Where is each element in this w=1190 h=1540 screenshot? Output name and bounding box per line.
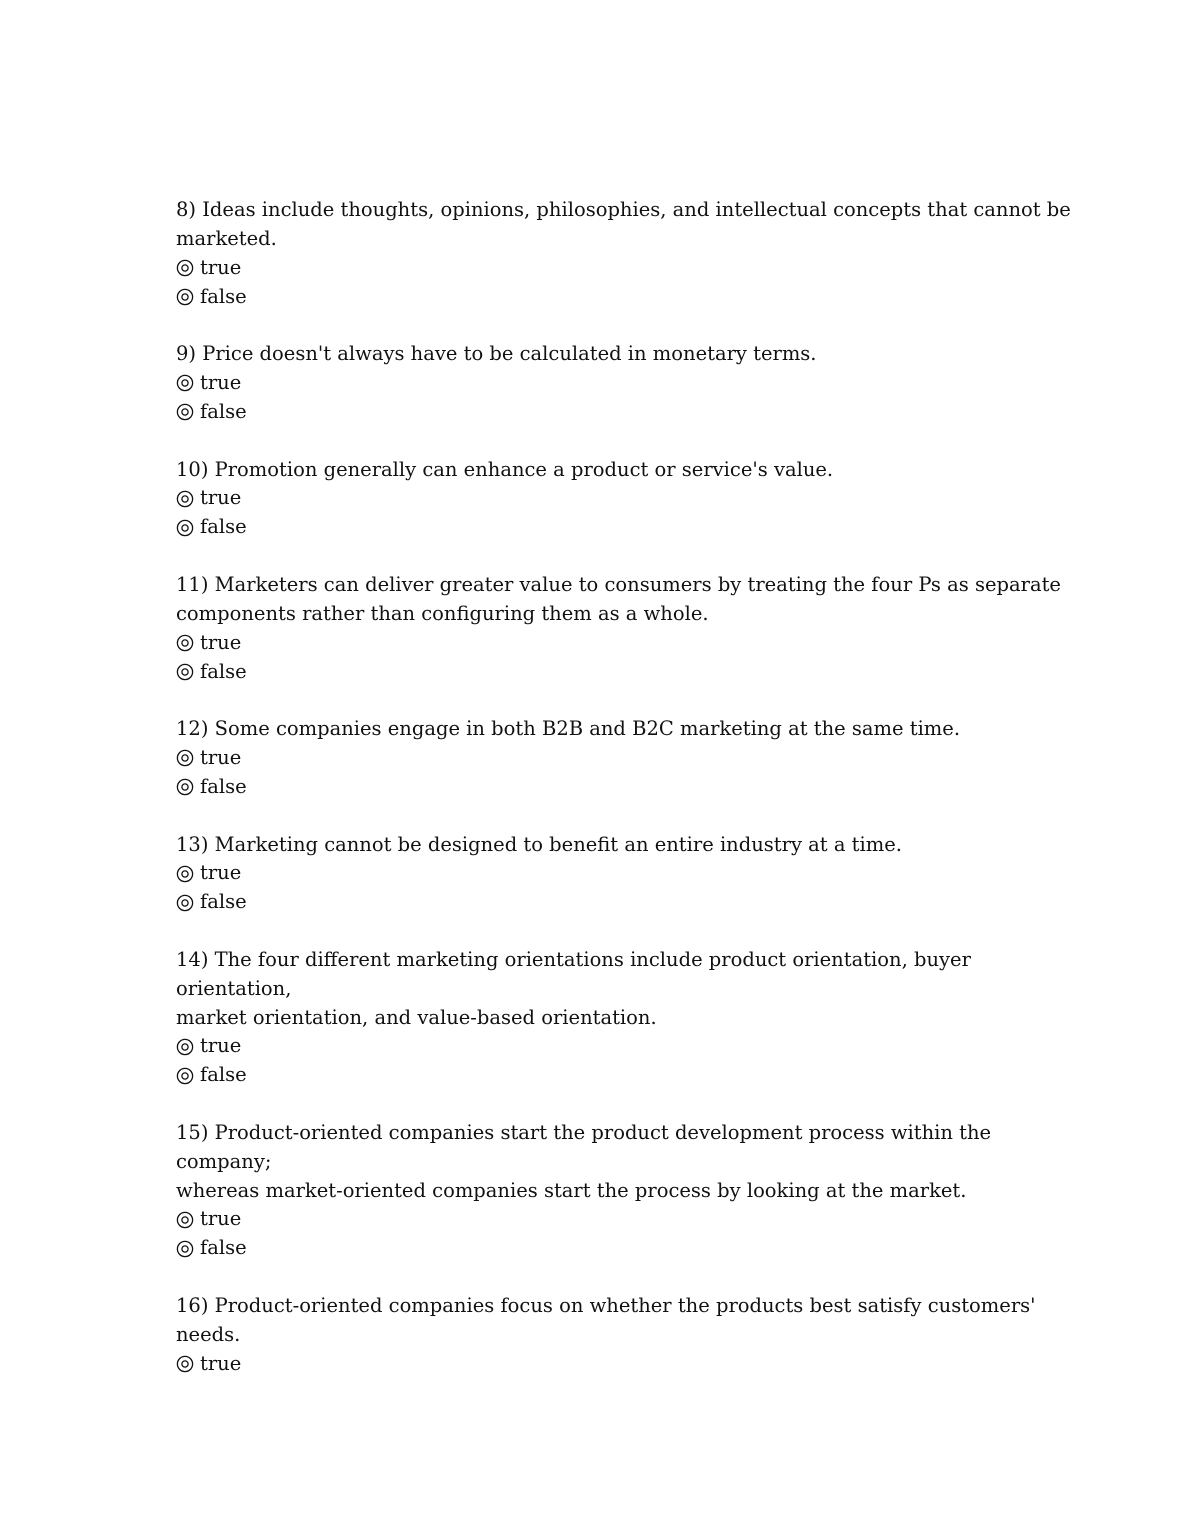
radio-button-icon[interactable] (176, 374, 194, 392)
answer-option-label: true (200, 746, 242, 770)
answer-option-label: false (200, 399, 247, 423)
question-text: 8) Ideas include thoughts, opinions, philosophies, and intellectual concepts that cannot be (176, 198, 1071, 221)
answer-option[interactable] (176, 369, 1036, 398)
answer-option-label: true (200, 1034, 242, 1058)
question-text: 14) The four different marketing orientations include product orientation, buyer (176, 948, 971, 972)
answer-option-label: true (200, 255, 242, 279)
radio-button-icon[interactable] (176, 519, 194, 537)
answer-option[interactable] (176, 859, 1036, 888)
radio-button-icon[interactable] (176, 288, 194, 306)
question-item (176, 196, 1071, 311)
answer-option-label: true (200, 1207, 242, 1231)
radio-button-icon[interactable] (176, 1067, 194, 1085)
question-item (176, 340, 1036, 427)
question-item (176, 1292, 1036, 1379)
question-text: needs. (176, 1322, 241, 1346)
answer-option-label: true (200, 486, 242, 510)
radio-button-icon[interactable] (176, 634, 194, 652)
answer-option-label: true (200, 630, 242, 654)
question-text: 15) Product-oriented companies start the product development process within the (176, 1121, 992, 1145)
answer-option-label: true (200, 861, 242, 885)
answer-option-label: false (200, 890, 247, 914)
answer-option[interactable] (176, 398, 1036, 427)
answer-option[interactable] (176, 513, 1036, 542)
answer-option-label: false (200, 515, 247, 539)
answer-option[interactable] (176, 484, 1036, 513)
answer-option[interactable] (176, 1350, 1036, 1379)
radio-button-icon[interactable] (176, 663, 194, 681)
answer-option-label: false (200, 774, 247, 798)
question-text: 16) Product-oriented companies focus on whether the products best satisfy customers' (176, 1294, 1036, 1318)
answer-option-label: false (200, 284, 247, 308)
answer-option-label: true (200, 1351, 242, 1375)
radio-button-icon[interactable] (176, 490, 194, 508)
radio-button-icon[interactable] (176, 894, 194, 912)
radio-button-icon[interactable] (176, 259, 194, 277)
question-text: orientation, (176, 976, 292, 1000)
radio-button-icon[interactable] (176, 1211, 194, 1229)
answer-option[interactable] (176, 1032, 1036, 1061)
question-text: whereas market-oriented companies start the process by looking at the market. (176, 1178, 967, 1202)
question-item (176, 571, 1061, 686)
answer-option[interactable] (176, 658, 1036, 687)
answer-option[interactable] (176, 1234, 1036, 1263)
question-text: company; (176, 1149, 272, 1173)
radio-button-icon[interactable] (176, 1240, 194, 1258)
answer-option[interactable] (176, 1205, 1036, 1234)
answer-option[interactable] (176, 744, 1036, 773)
answer-option-label: false (200, 659, 247, 683)
question-item (176, 1119, 1036, 1263)
question-text: components rather than configuring them as a whole. (176, 601, 709, 625)
question-text: 9) Price doesn't always have to be calculated in monetary terms. (176, 342, 817, 366)
question-item (176, 831, 1036, 918)
question-text: 13) Marketing cannot be designed to benefit an entire industry at a time. (176, 832, 902, 856)
answer-option-label: false (200, 1063, 247, 1087)
radio-button-icon[interactable] (176, 1038, 194, 1056)
answer-option[interactable] (176, 773, 1036, 802)
question-text: 12) Some companies engage in both B2B and B2C marketing at the same time. (176, 717, 961, 741)
answer-option[interactable] (176, 283, 1036, 312)
radio-button-icon[interactable] (176, 778, 194, 796)
radio-button-icon[interactable] (176, 403, 194, 421)
radio-button-icon[interactable] (176, 749, 194, 767)
question-item (176, 946, 1036, 1090)
radio-button-icon[interactable] (176, 1355, 194, 1373)
answer-option[interactable] (176, 1061, 1036, 1090)
question-text: market orientation, and value-based orientation. (176, 1005, 657, 1029)
question-text: 10) Promotion generally can enhance a product or service's value. (176, 457, 834, 481)
question-text: 11) Marketers can deliver greater value to consumers by treating the four Ps as separate (176, 573, 1061, 597)
answer-option[interactable] (176, 888, 1036, 917)
question-item (176, 456, 1036, 543)
radio-button-icon[interactable] (176, 865, 194, 883)
answer-option-label: true (200, 371, 242, 394)
question-item (176, 715, 1036, 802)
answer-option-label: false (200, 1236, 247, 1260)
answer-option[interactable] (176, 254, 1036, 283)
question-text: marketed. (176, 226, 277, 250)
question-list (176, 196, 1071, 1407)
answer-option[interactable] (176, 629, 1036, 658)
